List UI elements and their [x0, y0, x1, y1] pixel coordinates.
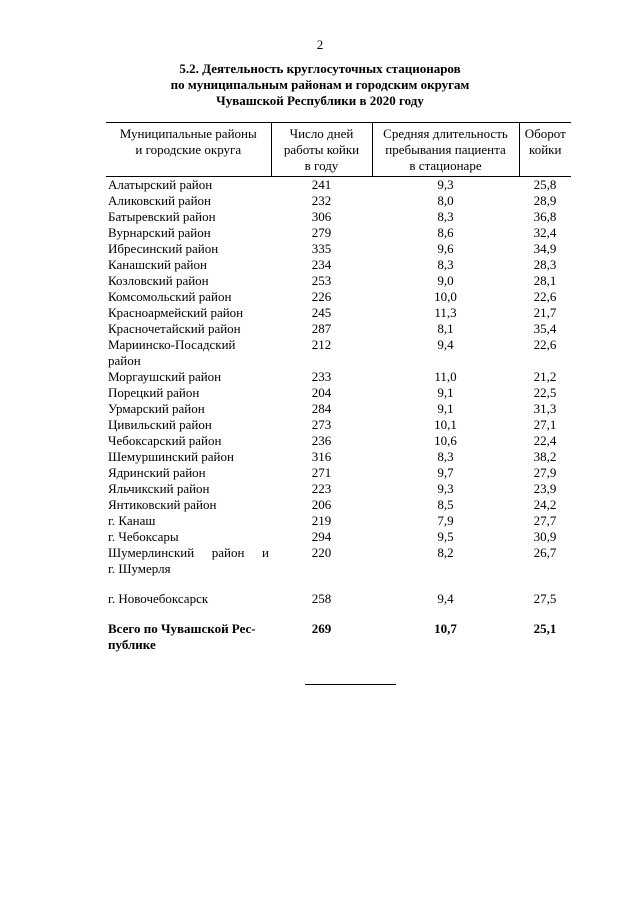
table-row — [106, 417, 571, 433]
bed-days-value: 253 — [311, 273, 332, 288]
header-municipality: Муниципальные районы и городские округа — [106, 123, 271, 177]
municipality-name: Батыревский район — [108, 209, 216, 224]
average-stay-value: 9,5 — [437, 529, 454, 544]
table-row — [106, 241, 571, 257]
bed-turnover-value: 23,9 — [533, 481, 557, 496]
total-label — [106, 621, 271, 653]
row-spacer — [106, 607, 571, 621]
table-row — [106, 225, 571, 241]
spacer-cell — [372, 607, 519, 621]
table-row — [106, 321, 571, 337]
municipality-name: Козловский район — [108, 273, 209, 288]
bed-days-value: 223 — [311, 481, 332, 496]
table-row — [106, 481, 571, 497]
total-label-line: Всего по Чувашской Рес- — [108, 621, 256, 636]
table-header-row — [106, 123, 571, 177]
bed-turnover-value: 31,3 — [533, 401, 557, 416]
page-number: 2 — [316, 37, 324, 52]
table-row — [106, 545, 571, 577]
bed-days-value: 271 — [311, 465, 332, 480]
title-line-1: 5.2. Деятельность круглосуточных стационаров — [179, 61, 461, 76]
table-row — [106, 529, 571, 545]
spacer-cell — [271, 607, 372, 621]
municipality-name: Моргаушский район — [108, 369, 222, 384]
municipality-name: Ядринский район — [108, 465, 206, 480]
municipality-name-word: и — [262, 545, 269, 560]
municipality-name-line: Мариинско-Посадский — [108, 337, 236, 352]
bed-days-value: 226 — [311, 289, 332, 304]
bed-turnover-value: 32,4 — [533, 225, 557, 240]
average-stay-value: 7,9 — [437, 513, 454, 528]
municipality-name: Яльчикский район — [108, 481, 210, 496]
municipality-name: г. Чебоксары — [108, 529, 179, 544]
average-stay-value: 9,3 — [437, 177, 454, 192]
header-bed-days: Число дней работы койки в году — [271, 123, 372, 177]
average-stay-value: 9,4 — [437, 337, 454, 352]
municipality-name-word: район — [211, 545, 245, 560]
average-stay-value: 9,0 — [437, 273, 454, 288]
municipality-name: Янтиковский район — [108, 497, 217, 512]
table-row — [106, 433, 571, 449]
spacer-cell — [106, 607, 271, 621]
municipality-name: Урмарский район — [108, 401, 205, 416]
municipality-name-line — [108, 545, 269, 561]
table-body — [106, 177, 571, 654]
bed-turnover-value: 27,7 — [533, 513, 557, 528]
bed-turnover-value: 28,3 — [533, 257, 557, 272]
table-row — [106, 209, 571, 225]
municipality-name: Ибресинский район — [108, 241, 219, 256]
average-stay-value: 8,2 — [437, 545, 454, 560]
average-stay-value: 9,7 — [437, 465, 454, 480]
average-stay-value: 9,3 — [437, 481, 454, 496]
table-row — [106, 257, 571, 273]
end-rule — [305, 684, 396, 685]
spacer-cell — [519, 607, 571, 621]
bed-turnover-value: 26,7 — [533, 545, 557, 560]
bed-days-value: 258 — [311, 591, 332, 606]
table-title — [0, 61, 640, 109]
average-stay-value: 8,3 — [437, 257, 454, 272]
total-average-stay: 10,7 — [434, 621, 457, 636]
bed-days-value: 234 — [311, 257, 332, 272]
average-stay-value: 8,6 — [437, 225, 454, 240]
bed-turnover-value: 28,9 — [533, 193, 557, 208]
average-stay-value: 8,1 — [437, 321, 454, 336]
total-bed-turnover: 25,1 — [533, 621, 557, 636]
bed-days-value: 316 — [311, 449, 332, 464]
table-row — [106, 273, 571, 289]
average-stay-value: 8,3 — [437, 209, 454, 224]
average-stay-value: 9,1 — [437, 401, 454, 416]
average-stay-value: 10,6 — [434, 433, 457, 448]
table-row — [106, 577, 571, 607]
bed-days-value: 241 — [311, 177, 332, 192]
table-row — [106, 385, 571, 401]
bed-turnover-value: 22,6 — [533, 337, 557, 352]
hospital-activity-table — [106, 122, 571, 653]
average-stay-value: 9,1 — [437, 385, 454, 400]
bed-turnover-value: 21,7 — [533, 305, 557, 320]
bed-turnover-value: 35,4 — [533, 321, 557, 336]
bed-turnover-value: 27,1 — [533, 417, 557, 432]
bed-turnover-value: 38,2 — [533, 449, 557, 464]
bed-days-value: 335 — [311, 241, 332, 256]
bed-days-value: 204 — [311, 385, 332, 400]
municipality-name: Порецкий район — [108, 385, 200, 400]
table-row — [106, 369, 571, 385]
bed-turnover-value: 27,5 — [533, 591, 557, 606]
bed-days-value: 233 — [311, 369, 332, 384]
header-average-stay: Средняя длительность пребывания пациента в стационаре — [372, 123, 519, 177]
bed-turnover-value: 22,6 — [533, 289, 557, 304]
bed-days-value: 236 — [311, 433, 332, 448]
municipality-name: Комсомольский район — [108, 289, 232, 304]
total-label-line: публике — [108, 637, 156, 652]
bed-turnover-value: 21,2 — [533, 369, 557, 384]
municipality-name: Аликовский район — [108, 193, 211, 208]
table-row — [106, 465, 571, 481]
table-row — [106, 497, 571, 513]
municipality-name — [106, 545, 271, 577]
municipality-name: Красноармейский район — [108, 305, 244, 320]
bed-days-value: 284 — [311, 401, 332, 416]
bed-turnover-value: 25,8 — [533, 177, 557, 192]
bed-turnover-value: 22,4 — [533, 433, 557, 448]
bed-days-value: 219 — [311, 513, 332, 528]
municipality-name-word: Шумерлинский — [108, 545, 195, 560]
table-row — [106, 177, 571, 194]
bed-days-value: 212 — [311, 337, 332, 352]
municipality-name: Чебоксарский район — [108, 433, 222, 448]
total-bed-days: 269 — [311, 621, 332, 636]
municipality-name-line: район — [108, 353, 141, 368]
average-stay-value: 10,1 — [434, 417, 457, 432]
bed-turnover-value: 30,9 — [533, 529, 557, 544]
bed-days-value: 232 — [311, 193, 332, 208]
municipality-name — [106, 337, 271, 369]
title-line-3: Чувашской Республики в 2020 году — [216, 93, 424, 108]
bed-days-value: 279 — [311, 225, 332, 240]
municipality-name: Канашский район — [108, 257, 207, 272]
table-row — [106, 449, 571, 465]
bed-turnover-value: 34,9 — [533, 241, 557, 256]
header-bed-turnover: Оборот койки — [519, 123, 571, 177]
bed-days-value: 287 — [311, 321, 332, 336]
average-stay-value: 11,0 — [434, 369, 457, 384]
table-row — [106, 401, 571, 417]
bed-turnover-value: 24,2 — [533, 497, 557, 512]
average-stay-value: 8,3 — [437, 449, 454, 464]
municipality-name: г. Новочебоксарск — [108, 591, 209, 606]
table-row — [106, 305, 571, 321]
title-line-2: по муниципальным районам и городским округам — [170, 77, 470, 92]
average-stay-value: 9,6 — [437, 241, 454, 256]
bed-days-value: 306 — [311, 209, 332, 224]
total-row — [106, 621, 571, 653]
table-row — [106, 337, 571, 369]
bed-turnover-value: 22,5 — [533, 385, 557, 400]
bed-days-value: 245 — [311, 305, 332, 320]
table-row — [106, 193, 571, 209]
municipality-name-line: г. Шумерля — [108, 561, 171, 576]
bed-days-value: 294 — [311, 529, 332, 544]
average-stay-value: 10,0 — [434, 289, 457, 304]
average-stay-value: 8,5 — [437, 497, 454, 512]
municipality-name: Алатырский район — [108, 177, 213, 192]
bed-turnover-value: 36,8 — [533, 209, 557, 224]
table-row — [106, 513, 571, 529]
municipality-name: Красночетайский район — [108, 321, 241, 336]
average-stay-value: 9,4 — [437, 591, 454, 606]
bed-days-value: 206 — [311, 497, 332, 512]
municipality-name: Шемуршинский район — [108, 449, 234, 464]
bed-days-value: 273 — [311, 417, 332, 432]
municipality-name: Вурнарский район — [108, 225, 211, 240]
average-stay-value: 8,0 — [437, 193, 454, 208]
bed-turnover-value: 27,9 — [533, 465, 557, 480]
municipality-name: Цивильский район — [108, 417, 212, 432]
table-row — [106, 289, 571, 305]
municipality-name: г. Канаш — [108, 513, 156, 528]
bed-days-value: 220 — [311, 545, 332, 560]
average-stay-value: 11,3 — [434, 305, 457, 320]
bed-turnover-value: 28,1 — [533, 273, 557, 288]
